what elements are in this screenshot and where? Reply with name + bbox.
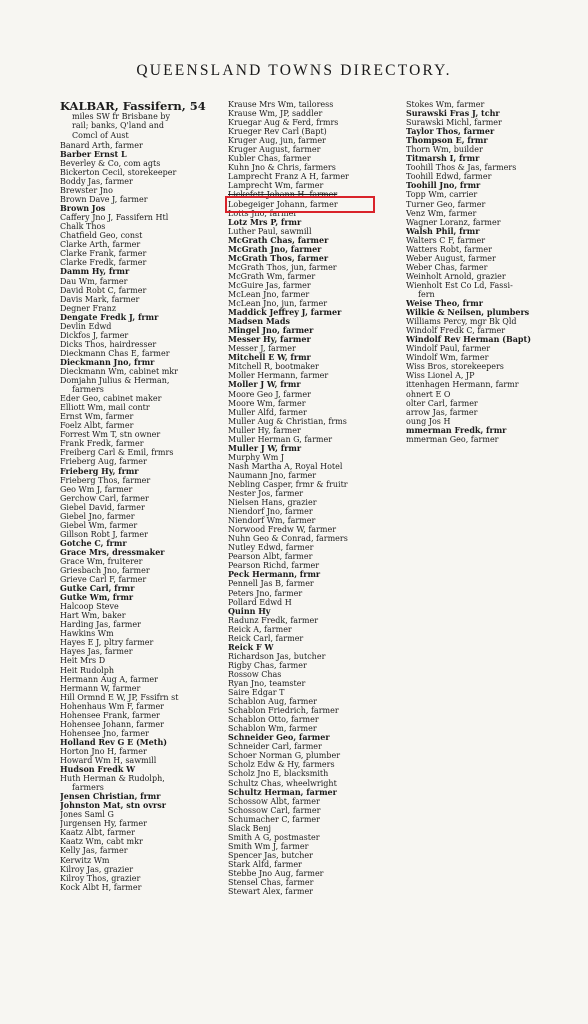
directory-entry: Windolf Fredk C, farmer [406, 326, 506, 336]
directory-entry: Jurgensen Hy, farmer [60, 819, 147, 829]
directory-entry: Radunz Fredk, farmer [228, 615, 319, 625]
directory-entry: Mitchell E W, frmr [228, 353, 311, 363]
directory-entry: Lamprecht Franz A H, farmer [228, 172, 349, 182]
directory-entry: Lickefett Johann H, farmer [228, 190, 338, 200]
directory-entry: Wilkie & Neilsen, plumbers [406, 308, 530, 318]
directory-entry: Reick F W [228, 642, 274, 652]
directory-entry: Schumacher C, farmer [228, 814, 320, 824]
directory-entry: Halcoop Steve [60, 602, 119, 612]
directory-entry: Rossow Chas [228, 669, 282, 679]
directory-entry: Surawski Fras J, tchr [406, 109, 500, 119]
directory-entry: Smith Wm J, farmer [228, 841, 309, 851]
directory-entry: Reick Carl, farmer [228, 633, 304, 643]
directory-entry: Lamprecht Wm, farmer [228, 181, 324, 191]
directory-entry: Kaatz Wm, cabt mkr [60, 837, 143, 847]
directory-entry: Kilroy Thos, grazier [60, 873, 141, 883]
directory-entry: Dieckmann Chas E, farmer [60, 348, 170, 358]
directory-entry: Lotts Jno, farmer [228, 208, 298, 218]
directory-entry: Jensen Christian, frmr [60, 792, 161, 802]
directory-entry: Schablon Aug, farmer [228, 697, 317, 707]
directory-entry: Messer Hy, farmer [228, 335, 311, 345]
directory-entry: Kilroy Jas, grazier [60, 864, 134, 874]
page-title: QUEENSLAND TOWNS DIRECTORY. [136, 62, 452, 79]
directory-entry: Pollard Edwd H [228, 597, 292, 607]
directory-entry: Scholz Edw & Hy, farmers [228, 760, 335, 770]
directory-entry: Muller Alfd, farmer [228, 407, 307, 417]
directory-entry: Spencer Jas, butcher [228, 850, 313, 860]
directory-entry: Pennell Jas B, farmer [228, 579, 314, 589]
directory-entry: Schultz Chas, wheelwright [228, 778, 337, 788]
directory-entry: Chatfield Geo, const [60, 231, 143, 241]
directory-entry: farmers [72, 783, 104, 793]
directory-entry: Schablon Wm, farmer [228, 724, 317, 734]
directory-entry: Kerwitz Wm [60, 855, 110, 865]
directory-entry: McGuire Jas, farmer [228, 280, 311, 290]
town-description-line: miles SW fr Brisbane by [72, 112, 170, 122]
directory-entry: Harding Jas, farmer [60, 620, 141, 630]
directory-entry: Johnston Mat, stn ovrsr [60, 801, 166, 811]
directory-entry: Gutke Wm, frmr [60, 593, 134, 603]
directory-entry: Stark Alfd, farmer [228, 859, 302, 869]
directory-entry: Hohensee Jno, farmer [60, 728, 149, 738]
directory-entry: Saire Edgar T [228, 688, 285, 698]
directory-entry: Windolf Wm, farmer [406, 353, 489, 363]
directory-entry: Weise Theo, frmr [406, 299, 483, 309]
directory-entry: Boddy Jas, farmer [60, 177, 133, 186]
town-name: KALBAR, Fassifern, 54 [60, 99, 206, 113]
directory-entry: Gillson Robt J, farmer [60, 529, 148, 539]
directory-entry: Venz Wm, farmer [406, 208, 477, 218]
directory-entry: Barber Ernst L [60, 149, 127, 159]
directory-entry: Smith A G, postmaster [228, 832, 320, 842]
directory-entry: Griesbach Jno, farmer [60, 566, 150, 576]
directory-entry: Dickfos J, farmer [60, 330, 129, 340]
directory-entry: Topp Wm, carrier [406, 190, 478, 200]
directory-entry: Gutke Carl, frmr [60, 584, 135, 594]
directory-entry: Muller J W, frmr [228, 443, 302, 453]
directory-entry: Hill Ormnd E W, JP, Fssifrn st [60, 692, 179, 702]
directory-entry: Murphy Wm J [228, 452, 285, 462]
directory-entry: Hayes Jas, farmer [60, 647, 133, 657]
directory-entry: Muller Herman G, farmer [228, 434, 333, 444]
directory-entry: Titmarsh I, frmr [406, 154, 480, 164]
directory-entry: Kruegar Aug & Ferd, frmrs [228, 118, 339, 128]
directory-entry: Frieberg Hy, frmr [60, 466, 139, 476]
directory-entry: Walters C F, farmer [406, 235, 486, 245]
directory-entry: Krause Wm, JP, saddler [228, 109, 323, 119]
directory-entry: McLean Jno, jun, farmer [228, 299, 328, 309]
directory-entry: Windolf Rev Herman (Bapt) [406, 335, 531, 345]
directory-entry: Turner Geo, farmer [406, 199, 486, 209]
directory-entry: Slack Benj [228, 823, 271, 833]
directory-entry: Wiss Lionel A, JP [406, 371, 475, 381]
directory-entry: Caffery Jno J, Fassifern Htl [60, 213, 169, 223]
directory-entry: Wagner Loranz, farmer [406, 217, 501, 227]
directory-entry: ittenhagen Hermann, farmr [406, 380, 519, 390]
directory-entry: Grieve Carl F, farmer [60, 575, 147, 585]
directory-entry: Peck Hermann, frmr [228, 570, 321, 580]
directory-entry: Naumann Jno, farmer [228, 470, 317, 480]
directory-entry: Hart Wm, baker [60, 611, 126, 621]
directory-entry: Mingel Jno, farmer [228, 326, 314, 336]
directory-entry: McGrath Wm, farmer [228, 271, 316, 281]
directory-entry: Niendorf Wm, farmer [228, 516, 316, 526]
directory-entry: ohnert E O [406, 389, 451, 399]
directory-entry: Moller Hermann, farmer [228, 371, 329, 381]
directory-entry: Kelly Jas, farmer [60, 846, 128, 856]
directory-entry: Toohill Edwd, farmer [406, 172, 492, 182]
directory-entry: Nash Martha A, Royal Hotel [228, 461, 343, 471]
directory-entry: Forrest Wm T, stn owner [60, 430, 161, 440]
directory-entry: Brown Jos [60, 204, 106, 214]
directory-entry: Toohill Jno, frmr [406, 181, 481, 191]
directory-entry: Moore Wm, farmer [228, 398, 306, 408]
directory-entry: Weinholt Arnold, grazier [406, 271, 506, 281]
directory-entry: Kruger Aug, jun, farmer [228, 136, 326, 146]
directory-entry: Pearson Albt, farmer [228, 552, 313, 562]
directory-entry: Rigby Chas, farmer [228, 660, 307, 670]
directory-entry: farmers [72, 385, 104, 395]
directory-entry: Reick A, farmer [228, 624, 292, 634]
directory-entry: McGrath Thos, jun, farmer [228, 262, 337, 272]
directory-entry: Messer J, farmer [228, 344, 296, 354]
directory-entry: Nutley Edwd, farmer [228, 543, 314, 553]
directory-entry: David Robt C, farmer [60, 285, 147, 295]
directory-entry: Dengate Fredk J, frmr [60, 312, 159, 322]
column-3-entries [406, 100, 582, 444]
directory-entry: Kuhn Jno & Chris, farmers [228, 163, 336, 173]
directory-entry: Freiberg Carl & Emil, frmrs [60, 448, 174, 458]
directory-entry: Krause Mrs Wm, tailoress [228, 100, 334, 109]
directory-entry: Domjahn Julius & Herman, [60, 376, 170, 386]
directory-entry: Grace Wm, fruiterer [60, 556, 143, 566]
directory-entry: Krueger Rev Carl (Bapt) [228, 127, 327, 137]
column-2-entries [228, 100, 394, 896]
directory-entry: Kruger August, farmer [228, 145, 321, 155]
column-2 [228, 100, 394, 896]
directory-entry: Hohenhaus Wm F, farmer [60, 701, 164, 711]
directory-entry: Thompson E, frmr [406, 136, 488, 146]
directory-entry: Thorn Wm, builder [406, 145, 483, 155]
directory-entry: Foelz Albt, farmer [60, 421, 134, 431]
directory-entry: Devlin Edwd [60, 321, 112, 331]
directory-entry: Muller Aug & Christian, frms [228, 416, 347, 426]
directory-entry: Moore Geo J, farmer [228, 389, 311, 399]
directory-entry: Hawkins Wm [60, 629, 114, 639]
directory-entry: Damm Hy, frmr [60, 267, 130, 277]
directory-entry: Schablon Friedrich, farmer [228, 706, 339, 716]
directory-entry: Hohensee Frank, farmer [60, 710, 160, 720]
directory-entry: mmerman Fredk, frmr [406, 425, 507, 435]
directory-entry: Moller J W, frmr [228, 380, 301, 390]
directory-entry: Dicks Thos, hairdresser [60, 339, 157, 349]
directory-entry: Dieckmann Jno, frmr [60, 357, 155, 367]
directory-entry: oung Jos H [406, 416, 451, 426]
directory-entry: Giebel Jno, farmer [60, 511, 135, 521]
directory-entry: Wienholt Est Co Ld, Fassi- [406, 280, 513, 290]
directory-entry: Geo Wm J, farmer [60, 484, 133, 494]
directory-entry: Schossow Carl, farmer [228, 805, 321, 815]
town-heading [60, 100, 220, 140]
directory-entry: Schultz Herman, farmer [228, 787, 337, 797]
directory-entry: Stewart Alex, farmer [228, 887, 313, 897]
directory-entry: Schoer Norman G, plumber [228, 751, 341, 761]
directory-entry: McLean Jno, farmer [228, 289, 310, 299]
directory-entry: Niendorf Jno, farmer [228, 507, 313, 517]
directory-entry: Schossow Albt, farmer [228, 796, 320, 806]
directory-entry: McGrath Chas, farmer [228, 235, 329, 245]
directory-entry: Stebbe Jno Aug, farmer [228, 868, 324, 878]
directory-entry: fern [418, 289, 435, 299]
directory-entry: Nester Jos, farmer [228, 489, 304, 499]
directory-entry: Stokes Wm, farmer [406, 100, 485, 109]
directory-entry: Eder Geo, cabinet maker [60, 394, 162, 404]
highlight-box [225, 196, 375, 213]
column-1 [60, 100, 220, 892]
directory-entry: Richardson Jas, butcher [228, 651, 326, 661]
directory-entry: Degner Franz [60, 303, 117, 313]
directory-entry: Hermann W, farmer [60, 683, 141, 693]
directory-entry: Kock Albt H, farmer [60, 882, 142, 892]
directory-entry: Frank Fredk, farmer [60, 439, 144, 449]
directory-entry: Dau Wm, farmer [60, 276, 128, 286]
directory-entry: Nebling Casper, frmr & fruitr [228, 479, 348, 489]
directory-entry: Walsh Phil, frmr [406, 226, 480, 236]
directory-entry: Davis Mark, farmer [60, 294, 140, 304]
directory-entry: Dieckmann Wm, cabinet mkr [60, 366, 178, 376]
directory-entry: Williams Percy, mgr Bk Qld [406, 317, 517, 327]
town-description-line: Comcl of Aust [72, 130, 129, 140]
directory-entry: Clarke Arth, farmer [60, 240, 141, 250]
directory-entry: Frieberg Thos, farmer [60, 475, 151, 485]
directory-entry: olter Carl, farmer [406, 398, 478, 408]
directory-entry: McGrath Jno, farmer [228, 244, 322, 254]
directory-entry: Heit Rudolph [60, 665, 114, 675]
directory-entry: Windolf Paul, farmer [406, 344, 491, 354]
column-3 [406, 100, 582, 444]
directory-entry: Giebel Wm, farmer [60, 520, 138, 530]
directory-entry: Gotche C, frmr [60, 538, 127, 548]
directory-entry: Heit Mrs D [60, 656, 106, 666]
directory-entry: Surawski Michl, farmer [406, 118, 502, 128]
directory-entry: Horton Jno H, farmer [60, 746, 147, 756]
directory-entry: Lotz Mrs P, frmr [228, 217, 302, 227]
directory-entry: Clarke Fredk, farmer [60, 258, 147, 268]
directory-entry: Huth Herman & Rudolph, [60, 774, 165, 784]
directory-entry: Brown Dave J, farmer [60, 195, 148, 205]
directory-entry: Watters Robt, farmer [406, 244, 492, 254]
directory-entry: Ernst Wm, farmer [60, 412, 134, 422]
directory-entry: Chalk Thos [60, 222, 106, 232]
directory-entry: Muller Hy, farmer [228, 425, 301, 435]
directory-entry: Norwood Fredw W, farmer [228, 525, 337, 535]
directory-entry: Schneider Carl, farmer [228, 742, 322, 752]
directory-entry: Brewster Jno [60, 186, 113, 196]
directory-entry: Quinn Hy [228, 606, 271, 616]
directory-entry: Peters Jno, farmer [228, 588, 303, 598]
directory-entry: Kaatz Albt, farmer [60, 828, 135, 838]
directory-entry: Pearson Richd, farmer [228, 561, 320, 571]
directory-entry: Schneider Geo, farmer [228, 733, 330, 743]
directory-entry: Hohensee Johann, farmer [60, 719, 164, 729]
town-description-line: rail; banks, Q'land and [72, 121, 164, 131]
directory-entry: Hermann Aug A, farmer [60, 674, 158, 684]
directory-entry: Kubler Chas, farmer [228, 154, 311, 164]
directory-entry: Nielsen Hans, grazier [228, 498, 317, 508]
directory-entry: Weber August, farmer [406, 253, 496, 263]
directory-entry: McGrath Thos, farmer [228, 253, 329, 263]
directory-entry: Hudson Fredk W [60, 765, 136, 775]
directory-entry: Gerchow Carl, farmer [60, 493, 149, 503]
directory-entry: Bickerton Cecil, storekeeper [60, 167, 177, 177]
directory-entry: Nuhn Geo & Conrad, farmers [228, 534, 348, 544]
directory-entry: Ryan Jno, teamster [228, 679, 306, 688]
directory-entry: Jones Saml G [60, 810, 114, 820]
highlighted-entry: Lobegeiger Johann, farmer [228, 199, 338, 209]
directory-entry: Stensel Chas, farmer [228, 878, 314, 888]
directory-entry: Luther Paul, sawmill [228, 226, 312, 236]
directory-entry: Banard Arth, farmer [60, 140, 143, 150]
directory-entry: Grace Mrs, dressmaker [60, 547, 165, 557]
directory-entry: Schablon Otto, farmer [228, 715, 319, 725]
directory-entry: mmerman Geo, farmer [406, 434, 499, 444]
directory-entry: Taylor Thos, farmer [406, 127, 495, 137]
directory-entry: Beverley & Co, com agts [60, 158, 161, 168]
directory-entry: arrow Jas, farmer [406, 407, 478, 417]
directory-entry: Giebel David, farmer [60, 502, 145, 512]
directory-entry: Holland Rev G E (Meth) [60, 737, 168, 747]
directory-entry: Maddick Jeffrey J, farmer [228, 308, 342, 318]
directory-entry: Wiss Bros, storekeepers [406, 362, 504, 372]
directory-entry: Madsen Mads [228, 317, 290, 327]
directory-entry: Frieberg Aug, farmer [60, 457, 147, 467]
directory-entry: Howard Wm H, sawmill [60, 756, 157, 765]
directory-entry: Elliott Wm, mail contr [60, 403, 150, 413]
directory-entry: Hayes E J, pltry farmer [60, 638, 154, 648]
directory-entry: Toohill Thos & Jas, farmers [406, 163, 517, 173]
column-1-entries [60, 141, 220, 892]
directory-entry: Mitchell R, bootmaker [228, 362, 319, 372]
directory-entry: Weber Chas, farmer [406, 262, 488, 272]
directory-entry: Clarke Frank, farmer [60, 249, 147, 259]
directory-entry: Scholz Jno E, blacksmith [228, 769, 329, 779]
